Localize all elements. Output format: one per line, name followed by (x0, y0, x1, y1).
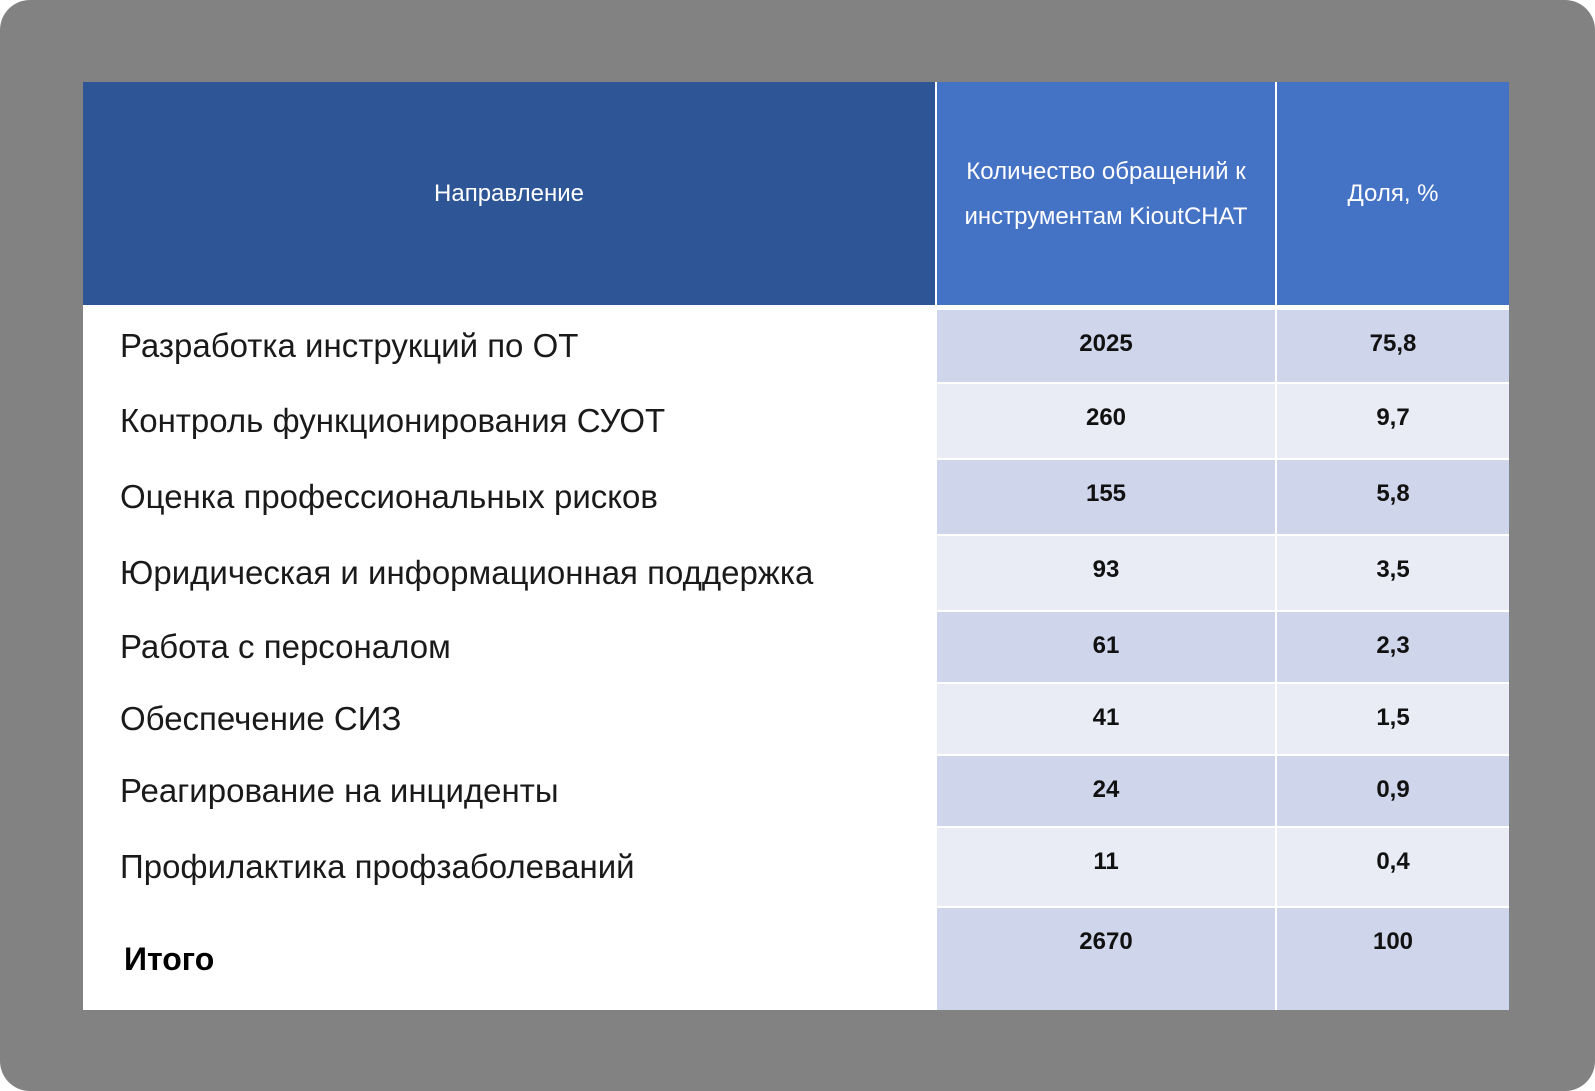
table-row (83, 684, 1509, 754)
table-total-row (83, 908, 1509, 1010)
header-count: Количество обращений к инструментам KioutCHAT (937, 82, 1275, 305)
row-count: 61 (937, 612, 1275, 682)
row-count: 41 (937, 684, 1275, 754)
row-count: 93 (937, 536, 1275, 610)
row-direction: Оценка профессиональных рисков (83, 460, 935, 534)
header-direction: Направление (83, 82, 935, 305)
table-header-row (83, 82, 1509, 305)
row-share: 75,8 (1277, 310, 1509, 382)
table-row (83, 310, 1509, 382)
table-row (83, 536, 1509, 610)
row-direction: Реагирование на инциденты (83, 756, 935, 826)
row-count: 11 (937, 828, 1275, 906)
row-share: 3,5 (1277, 536, 1509, 610)
total-share: 100 (1277, 908, 1509, 1010)
row-count: 24 (937, 756, 1275, 826)
row-direction: Обеспечение СИЗ (83, 684, 935, 754)
row-share: 0,9 (1277, 756, 1509, 826)
table-row (83, 460, 1509, 534)
total-label: Итого (83, 908, 935, 1010)
row-direction: Работа с персоналом (83, 612, 935, 682)
row-count: 260 (937, 384, 1275, 458)
row-share: 5,8 (1277, 460, 1509, 534)
data-table (83, 82, 1509, 1010)
table-row (83, 828, 1509, 906)
row-count: 2025 (937, 310, 1275, 382)
header-share: Доля, % (1277, 82, 1509, 305)
row-share: 2,3 (1277, 612, 1509, 682)
row-direction: Профилактика профзаболеваний (83, 828, 935, 906)
row-direction: Разработка инструкций по ОТ (83, 310, 935, 382)
row-share: 1,5 (1277, 684, 1509, 754)
row-share: 0,4 (1277, 828, 1509, 906)
total-count: 2670 (937, 908, 1275, 1010)
row-count: 155 (937, 460, 1275, 534)
table-row (83, 756, 1509, 826)
row-share: 9,7 (1277, 384, 1509, 458)
table-row (83, 384, 1509, 458)
row-direction: Контроль функционирования СУОТ (83, 384, 935, 458)
table-row (83, 612, 1509, 682)
row-direction: Юридическая и информационная поддержка (83, 536, 935, 610)
